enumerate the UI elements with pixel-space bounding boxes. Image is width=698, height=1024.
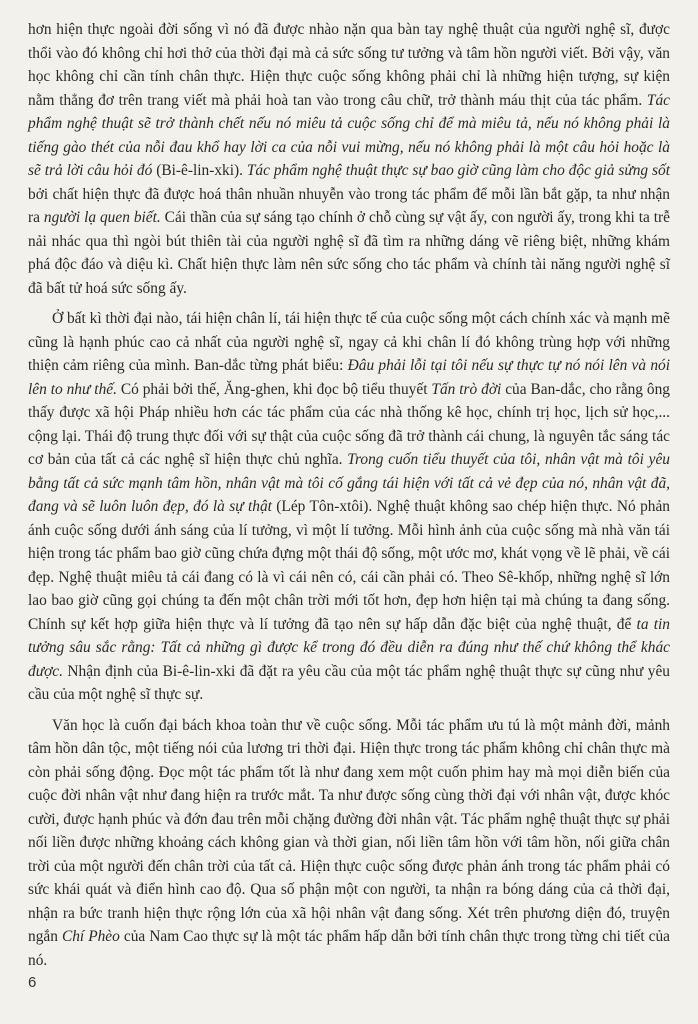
italic-quote: người lạ quen biết. bbox=[43, 209, 161, 226]
italic-quote: ta tin tưởng sâu sắc rằng: Tất cả những gì được kể trong đó đều diễn ra đúng như thế chứ không thể khác được. bbox=[28, 615, 670, 680]
text-run: bởi chất hiện thực đã được hoá thân nhuần nhuyễn vào trong tác phẩm để mỗi lần bắt gặp, ta như nhận ra bbox=[28, 185, 670, 226]
text-run: hơn hiện thực ngoài đời sống vì nó đã được nhào nặn qua bàn tay nghệ thuật của người nghệ sĩ, được thổi vào đó không chỉ hơi thở của thời đại mà cả sức sống tư tưởng và tâm hồn người viết. Bởi vậy, văn học không chỉ cần tính chân thực. Hiện thực cuộc sống không phải chỉ là những hiện tượng, sự kiện nằm thẳng đơ trên trang viết mà phải hoà tan vào trong câu chữ, trở thành máu thịt của tác phẩm. bbox=[28, 21, 670, 109]
text-run: (Bi-ê-lin-xki). bbox=[152, 162, 247, 179]
paragraph-1 bbox=[28, 18, 670, 300]
page-number: 6 bbox=[28, 974, 37, 991]
text-run: Ở bất kì thời đại nào, tái hiện chân lí, tái hiện thực tế của cuộc sống một cách chính xác và mạnh mẽ cũng là hạnh phúc cao cả nhất của người nghệ sĩ, ngay cả khi chân lí đó không trùng hợp với những thiện cảm riêng của mình. Ban-dắc từng phát biểu: bbox=[28, 310, 670, 374]
text-run: (Lép Tôn-xtôi). Nghệ thuật không sao chép hiện thực. Nó phản ánh cuộc sống dưới ánh sáng của lí tưởng, vì một lí tưởng. Mỗi hình ảnh của cuộc sống mà nhà văn tái hiện trong tác phẩm bao giờ cũng chứa đựng một thái độ sống, một ước mơ, khát vọng về lẽ phải, về cái đẹp. Nghệ thuật miêu tả cái đang có là vì cái nên có, cái cần phải có. Theo Sê-khốp, những nghệ sĩ lớn lao bao giờ cũng gọi chúng ta đến một chân trời mới tốt hơn, đẹp hơn hiện tại mà chúng ta đang sống. Chính sự kết hợp giữa hiện thực và lí tưởng đã tạo nên sự hấp dẫn đặc biệt của nghệ thuật, để bbox=[28, 498, 670, 633]
text-run: Văn học là cuốn đại bách khoa toàn thư về cuộc sống. Mỗi tác phẩm ưu tú là một mảnh đời, mảnh tâm hồn dân tộc, một tiếng nói của lương tri thời đại. Hiện thực trong tác phẩm không chỉ chân thực mà còn phải sống động. Đọc một tác phẩm tốt là như đang xem một cuốn phim hay mà mọi diễn biến của cuộc đời nhân vật như đang hiện ra trước mắt. Ta như được sống cùng thời đại với nhân vật, được khóc cười, được hạnh phúc và đớn đau trên mỗi chặng đường đời nhân vật. Tác phẩm nghệ thuật thực sự phải nối liền được những khoảng cách không gian và thời gian, nối liền tâm hồn với tâm hồn, nối giữa chân trời của một người đến chân trời của tất cả. Hiện thực cuộc sống được phản ánh trong tác phẩm phải có sức khái quát và điển hình cao độ. Qua số phận một con người, ta nhận ra bóng dáng của cả thời đại, nhận ra bức tranh hiện thực rộng lớn của xã hội nhân vật đang sống. Xét trên phương diện đó, truyện ngắn bbox=[28, 716, 671, 945]
text-run: Nhận định của Bi-ê-lin-xki đã đặt ra yêu cầu của một tác phẩm nghệ thuật thực sự cũng như yêu cầu của một nghệ sĩ thực sự. bbox=[28, 662, 670, 703]
italic-quote: Tấn trò đời bbox=[431, 380, 502, 398]
italic-quote: Chí Phèo bbox=[61, 928, 120, 945]
italic-quote: Đâu phải lỗi tại tôi nếu sự thực tự nó nói lên và nói lên to như thế. bbox=[28, 357, 670, 398]
paragraph-2 bbox=[28, 307, 670, 707]
text-run: Có phải bởi thế, Ăng-ghen, khi đọc bộ tiểu thuyết bbox=[116, 380, 432, 398]
text-run: của Nam Cao thực sự là một tác phẩm hấp dẫn bởi tính chân thực trong từng chi tiết của nó. bbox=[28, 928, 671, 969]
italic-quote: Trong cuốn tiểu thuyết của tôi, nhân vật mà tôi yêu bằng tất cả sức mạnh tâm hồn, nhân vật mà tôi cố gắng tái hiện với tất cả vẻ đẹp của nó, nhân vật đã, đang và sẽ luôn luôn đẹp, đó là sự thật bbox=[28, 451, 670, 515]
italic-quote: Tác phẩm nghệ thuật thực sự bao giờ cũng làm cho độc giả sửng sốt bbox=[246, 162, 670, 179]
text-run: của Ban-dắc, cho rằng ông thấy được xã hội Pháp nhiều hơn các tác phẩm của các nhà thống kê học, chính trị học, lịch sử học,... cộng lại. Thái độ trung thực đối với sự thật của cuộc sống đã trở thành cái chung, là nguyên tắc sáng tác cơ bản của tất cả các nghệ sĩ hiện thực chủ nghĩa. bbox=[28, 380, 670, 468]
italic-quote: Tác phẩm nghệ thuật sẽ trở thành chết nếu nó miêu tả cuộc sống chỉ để mà miêu tả, nếu nó không phải là tiếng gào thét của nỗi đau khổ hay lời ca của nỗi vui mừng, nếu nó không phải là một câu hỏi hoặc là sẽ trả lời câu hỏi đó bbox=[28, 91, 670, 179]
paragraph-3 bbox=[28, 714, 670, 973]
text-run: Cái thần của sự sáng tạo chính ở chỗ cùng sự vật ấy, con người ấy, trong khi ta trễ nải nhác qua thì ngòi bút thiên tài của người nghệ sĩ đã tìm ra những dáng vẽ riêng biệt, những khám phá độc đáo và diệu kì. Chất hiện thực làm nên sức sống cho tác phẩm và chính tài năng người nghệ sĩ đã bất tử hoá sức sống ấy. bbox=[28, 209, 670, 297]
